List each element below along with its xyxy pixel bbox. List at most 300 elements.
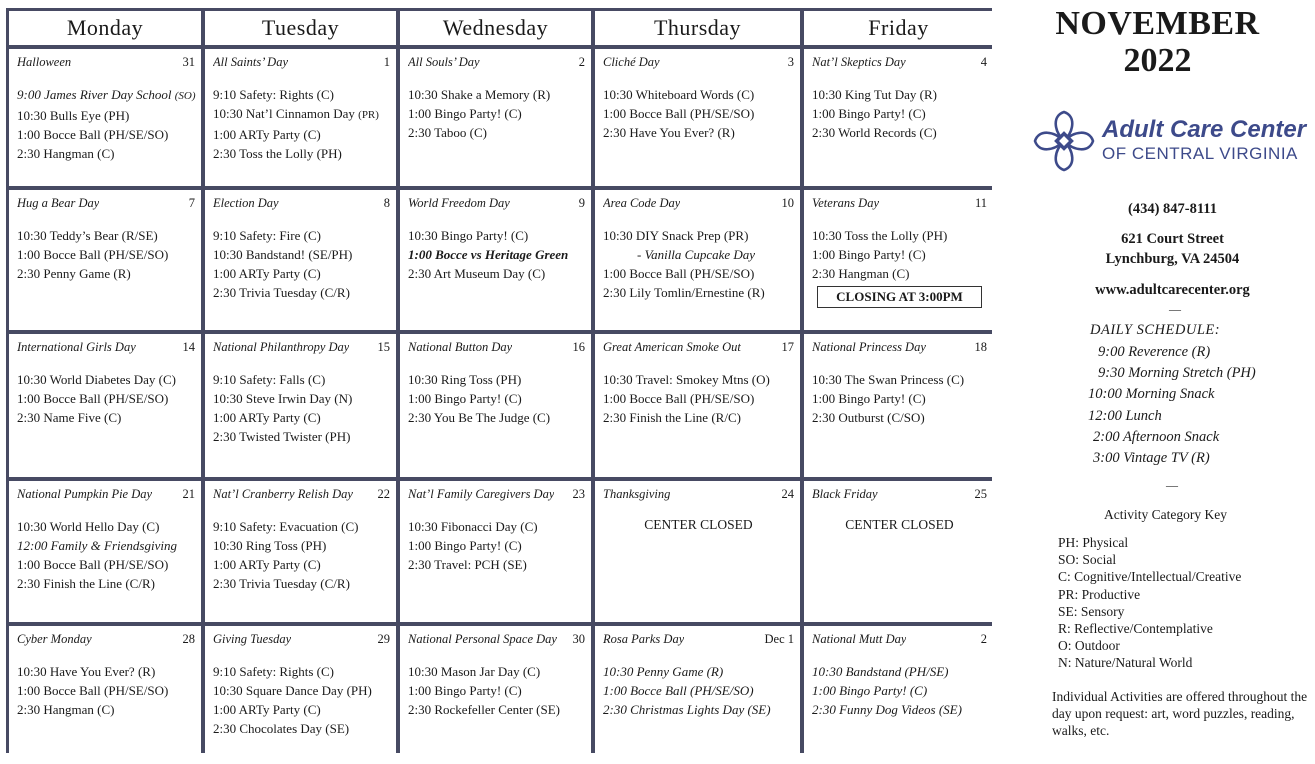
- holiday-name: National Princess Day: [812, 340, 926, 354]
- day-cell-header: [812, 340, 987, 358]
- holiday-name: Black Friday: [812, 487, 878, 501]
- date-number: 10: [781, 196, 794, 210]
- activity-item: [812, 700, 987, 719]
- activity-item: [408, 370, 585, 389]
- day-cell-header: [408, 340, 585, 358]
- year-title: 2022: [1123, 42, 1192, 79]
- holiday-name: Nat’l Family Caregivers Day: [408, 487, 555, 501]
- activity-item: [603, 226, 794, 245]
- date-number: 1: [383, 55, 390, 69]
- holiday-name: Hug a Bear Day: [17, 196, 100, 210]
- category-key-item: O: Outdoor: [1058, 638, 1120, 654]
- activity-item: [408, 123, 585, 142]
- day-cell-header: [213, 632, 390, 650]
- activity-item: [408, 681, 585, 700]
- activity-item: [408, 517, 585, 536]
- activity-text: 2:30 Christmas Lights Day (SE): [603, 702, 771, 717]
- activity-item: [213, 517, 390, 536]
- activity-text: 10:30 Fibonacci Day (C): [408, 519, 538, 534]
- category-key-item: PH: Physical: [1058, 535, 1129, 550]
- activity-text: 1:00 Bingo Party! (C): [408, 106, 522, 121]
- date-number: 8: [383, 196, 390, 210]
- daily-schedule-title: DAILY SCHEDULE:: [1090, 322, 1221, 338]
- day-cell-header: [603, 487, 794, 505]
- activity-list: [213, 370, 390, 446]
- activity-text: 10:30 Bulls Eye (PH): [17, 108, 130, 123]
- schedule-item: 9:00 Reverence (R): [1098, 344, 1211, 360]
- activity-item: [812, 408, 987, 427]
- activity-text: 9:10 Safety: Fire (C): [213, 228, 321, 243]
- activity-text: 1:00 ARTy Party (C): [213, 266, 321, 281]
- day-cell-header: [17, 196, 195, 214]
- activity-text: 1:00 Bocce Ball (PH/SE/SO): [603, 266, 755, 281]
- activity-list: [17, 85, 195, 163]
- date-number: 17: [781, 340, 794, 354]
- holiday-name: All Souls’ Day: [408, 55, 480, 69]
- activity-item: [213, 408, 390, 427]
- activity-text: 10:30 Whiteboard Words (C): [603, 87, 755, 102]
- activity-text: 1:00 Bingo Party! (C): [408, 391, 522, 406]
- weekday-header-friday: Friday: [804, 11, 993, 45]
- day-cell: [205, 190, 396, 330]
- activity-text: 2:30 Taboo (C): [408, 125, 488, 140]
- activity-item: [213, 536, 390, 555]
- activity-list: [408, 517, 585, 574]
- activity-item: [408, 104, 585, 123]
- day-cell: [595, 481, 800, 622]
- holiday-name: National Philanthropy Day: [213, 340, 350, 354]
- website-link[interactable]: www.adultcarecenter.org: [1095, 282, 1250, 298]
- activity-list: [812, 85, 987, 142]
- activity-text: 9:00 James River Day School: [17, 87, 175, 102]
- date-number: 21: [182, 487, 195, 501]
- holiday-name: Area Code Day: [603, 196, 681, 210]
- activity-item: [408, 662, 585, 681]
- activity-text: 2:30 World Records (C): [812, 125, 937, 140]
- activity-item: [603, 104, 794, 123]
- category-key-title: Activity Category Key: [1104, 507, 1227, 522]
- holiday-name: Great American Smoke Out: [603, 340, 741, 354]
- day-cell: [400, 49, 591, 186]
- activity-item: [17, 226, 195, 245]
- divider-dash: —: [1169, 302, 1181, 316]
- date-number: 9: [578, 196, 585, 210]
- date-number: 30: [572, 632, 585, 646]
- activity-text: 2:30 Twisted Twister (PH): [213, 429, 351, 444]
- activity-item: [812, 245, 987, 264]
- activity-item: [213, 681, 390, 700]
- day-cell: [400, 481, 591, 622]
- day-cell: [804, 190, 993, 330]
- holiday-name: Cyber Monday: [17, 632, 92, 646]
- day-cell: [400, 334, 591, 477]
- activity-item: [17, 517, 195, 536]
- holiday-name: Halloween: [17, 55, 72, 69]
- activity-text: 1:00 Bingo Party! (C): [812, 391, 926, 406]
- activity-item: [213, 427, 390, 446]
- day-cell: [9, 481, 201, 622]
- activity-text: 10:30 Teddy’s Bear (R/SE): [17, 228, 158, 243]
- activity-item: [17, 555, 195, 574]
- activity-list: [408, 85, 585, 142]
- center-closed-label: CENTER CLOSED: [644, 517, 753, 532]
- activity-list: [603, 226, 794, 302]
- closing-notice: CLOSING AT 3:00PM: [817, 286, 982, 308]
- activity-text: 9:10 Safety: Rights (C): [213, 87, 334, 102]
- activity-item: [812, 370, 987, 389]
- activity-item: [213, 719, 390, 738]
- activity-item: [812, 389, 987, 408]
- activity-text: 1:00 Bocce Ball (PH/SE/SO): [603, 106, 755, 121]
- date-number: 4: [980, 55, 987, 69]
- holiday-name: Nat’l Skeptics Day: [812, 55, 906, 69]
- activity-text: 10:30 Travel: Smokey Mtns (O): [603, 372, 770, 387]
- activity-text: 2:30 Trivia Tuesday (C/R): [213, 285, 350, 300]
- activity-category: (PR): [358, 109, 379, 121]
- day-cell: [205, 481, 396, 622]
- activity-item: [213, 389, 390, 408]
- activity-item: [408, 264, 585, 283]
- activity-text: 10:30 Toss the Lolly (PH): [812, 228, 948, 243]
- activity-text: 2:30 Toss the Lolly (PH): [213, 146, 342, 161]
- holiday-name: Giving Tuesday: [213, 632, 292, 646]
- activity-text: 2:30 Funny Dog Videos (SE): [812, 702, 962, 717]
- day-cell-header: [408, 55, 585, 73]
- activity-text: 1:00 Bingo Party! (C): [812, 247, 926, 262]
- day-cell: [804, 334, 993, 477]
- individual-activities-note: Individual Activities are offered throughout the day upon request: art, word puzzles, reading, walks, etc.: [1052, 689, 1308, 738]
- city-address: Lynchburg, VA 24504: [1105, 251, 1240, 267]
- activity-text: 2:30 Penny Game (R): [17, 266, 131, 281]
- activity-item: [603, 389, 794, 408]
- day-cell: [595, 190, 800, 330]
- activity-item: [408, 555, 585, 574]
- holiday-name: International Girls Day: [17, 340, 136, 354]
- divider-dash: —: [1166, 478, 1178, 492]
- day-cell: [804, 49, 993, 186]
- day-cell: [9, 49, 201, 186]
- activity-list: [812, 370, 987, 427]
- category-key-item: SO: Social: [1058, 552, 1117, 568]
- day-cell: [804, 626, 993, 760]
- activity-item: [812, 662, 987, 681]
- activity-text: 2:30 Outburst (C/SO): [812, 410, 925, 425]
- activity-item: [603, 264, 794, 283]
- activity-text: 1:00 Bingo Party! (C): [408, 538, 522, 553]
- activity-text: 10:30 Ring Toss (PH): [408, 372, 522, 387]
- activity-item: [603, 123, 794, 142]
- date-number: 31: [182, 55, 195, 69]
- activity-text: 10:30 Penny Game (R): [603, 664, 724, 679]
- activity-text: 10:30 World Hello Day (C): [17, 519, 160, 534]
- holiday-name: National Personal Space Day: [408, 632, 557, 646]
- activity-text: 10:30 World Diabetes Day (C): [17, 372, 177, 387]
- activity-list: [213, 662, 390, 738]
- day-cell: [595, 334, 800, 477]
- date-number: 24: [781, 487, 794, 501]
- activity-item: [213, 283, 390, 302]
- activity-item: [408, 536, 585, 555]
- date-number: 18: [974, 340, 987, 354]
- category-key-item: N: Nature/Natural World: [1058, 655, 1193, 671]
- activity-item: [603, 662, 794, 681]
- org-subtitle: OF CENTRAL VIRGINIA: [1102, 144, 1298, 163]
- date-number: 16: [572, 340, 585, 354]
- activity-text: 10:30 Square Dance Day (PH): [213, 683, 372, 698]
- holiday-name: Thanksgiving: [603, 487, 671, 501]
- activity-text: 9:10 Safety: Rights (C): [213, 664, 334, 679]
- activity-item: [408, 389, 585, 408]
- activity-item: [408, 700, 585, 719]
- weekday-header-thursday: Thursday: [595, 11, 800, 45]
- activity-text: 2:30 Art Museum Day (C): [408, 266, 546, 281]
- activity-text: 1:00 Bocce Ball (PH/SE/SO): [17, 247, 169, 262]
- day-cell-header: [603, 196, 794, 214]
- activity-item: [812, 226, 987, 245]
- street-address: 621 Court Street: [1121, 231, 1224, 247]
- activity-list: [408, 662, 585, 719]
- activity-item: [408, 85, 585, 104]
- activity-list: [17, 517, 195, 593]
- activity-item: [17, 662, 195, 681]
- activity-text: - Vanilla Cupcake Day: [637, 247, 756, 262]
- day-cell-header: [408, 196, 585, 214]
- activity-item: [812, 123, 987, 142]
- activity-text: 1:00 Bocce Ball (PH/SE/SO): [17, 127, 169, 142]
- activity-text: 1:00 ARTy Party (C): [213, 702, 321, 717]
- day-cell-header: [812, 196, 987, 214]
- activity-text: 1:00 Bocce vs Heritage Green: [408, 247, 569, 262]
- activity-text: 9:10 Safety: Falls (C): [213, 372, 326, 387]
- day-cell: [9, 626, 201, 760]
- holiday-name: Veterans Day: [812, 196, 879, 210]
- activity-category: (SO): [174, 90, 196, 102]
- activity-text: 10:30 Bingo Party! (C): [408, 228, 529, 243]
- activity-text: 9:10 Safety: Evacuation (C): [213, 519, 359, 534]
- schedule-item: 3:00 Vintage TV (R): [1093, 450, 1210, 467]
- activity-text: 1:00 Bocce Ball (PH/SE/SO): [603, 683, 754, 698]
- activity-item: [17, 700, 195, 719]
- activity-text: 2:30 Trivia Tuesday (C/R): [213, 576, 350, 591]
- day-cell-header: [812, 55, 987, 73]
- date-number: 3: [787, 55, 794, 69]
- activity-text: 2:30 Rockefeller Center (SE): [408, 702, 560, 717]
- holiday-name: Cliché Day: [603, 55, 660, 69]
- day-cell-header: [408, 632, 585, 650]
- day-cell: [804, 481, 993, 622]
- activity-text: 2:30 Have You Ever? (R): [603, 125, 735, 140]
- activity-item: [812, 85, 987, 104]
- activity-item: [17, 681, 195, 700]
- date-number: 22: [377, 487, 390, 501]
- activity-text: 10:30 King Tut Day (R): [812, 87, 937, 102]
- day-cell-header: [17, 55, 195, 73]
- day-cell-header: [603, 632, 794, 650]
- day-cell-header: [603, 340, 794, 358]
- activity-list: [213, 517, 390, 593]
- activity-list: [213, 85, 390, 163]
- org-name: Adult Care Center: [1102, 116, 1307, 143]
- activity-item: [812, 681, 987, 700]
- day-cell: [205, 49, 396, 186]
- activity-text: 1:00 Bingo Party! (C): [812, 683, 928, 698]
- date-number: 11: [974, 196, 987, 210]
- activity-list: [17, 662, 195, 719]
- activity-text: 2:30 Finish the Line (C/R): [17, 576, 155, 591]
- activity-item: [812, 264, 987, 283]
- activity-item: [17, 245, 195, 264]
- activity-item: [17, 144, 195, 163]
- activity-item: [17, 408, 195, 427]
- activity-list: [603, 370, 794, 427]
- holiday-name: National Pumpkin Pie Day: [17, 487, 153, 501]
- category-key-list: [1058, 534, 1241, 672]
- holiday-name: All Saints’ Day: [213, 55, 288, 69]
- activity-item: [213, 226, 390, 245]
- activity-item: [17, 536, 195, 555]
- holiday-name: Election Day: [213, 196, 279, 210]
- activity-item: [213, 104, 390, 125]
- activity-text: 1:00 ARTy Party (C): [213, 410, 321, 425]
- weekday-header-monday: Monday: [9, 11, 201, 45]
- category-key-item: R: Reflective/Contemplative: [1058, 621, 1213, 637]
- date-number: 2: [578, 55, 585, 69]
- activity-text: 1:00 Bocce Ball (PH/SE/SO): [17, 391, 169, 406]
- activity-item: [17, 264, 195, 283]
- weekday-header-wednesday: Wednesday: [400, 11, 591, 45]
- activity-list: [17, 370, 195, 427]
- day-cell-header: [17, 340, 195, 358]
- day-cell: [9, 190, 201, 330]
- month-title: NOVEMBER: [1055, 5, 1260, 42]
- activity-list: [812, 662, 987, 719]
- activity-item: [17, 85, 195, 106]
- activity-item: [603, 245, 794, 264]
- date-number: 25: [974, 487, 987, 501]
- holiday-name: World Freedom Day: [408, 196, 510, 210]
- activity-text: 1:00 Bingo Party! (C): [408, 683, 522, 698]
- holiday-name: National Mutt Day: [812, 632, 907, 646]
- activity-list: [408, 226, 585, 283]
- holiday-name: Nat’l Cranberry Relish Day: [213, 487, 353, 501]
- activity-list: [812, 226, 987, 283]
- activity-list: [603, 662, 794, 719]
- day-cell: [595, 49, 800, 186]
- day-cell-header: [213, 55, 390, 73]
- day-cell: [9, 334, 201, 477]
- activity-item: [213, 700, 390, 719]
- activity-text: 10:30 Bandstand (PH/SE): [812, 664, 949, 679]
- info-sidebar: [1000, 0, 1315, 764]
- day-cell-header: [812, 632, 987, 650]
- activity-text: 2:30 Name Five (C): [17, 410, 122, 425]
- day-cell-header: [812, 487, 987, 505]
- activity-item: [213, 264, 390, 283]
- activity-text: 1:00 Bingo Party! (C): [812, 106, 926, 121]
- calendar-grid: [6, 8, 992, 753]
- category-key-item: PR: Productive: [1058, 586, 1141, 602]
- activity-item: [408, 408, 585, 427]
- activity-text: 10:30 DIY Snack Prep (PR): [603, 228, 749, 243]
- phone-number: (434) 847-8111: [1127, 201, 1217, 217]
- activity-text: 2:30 You Be The Judge (C): [408, 410, 551, 425]
- activity-item: [213, 125, 390, 144]
- activity-item: [213, 662, 390, 681]
- activity-item: [17, 106, 195, 125]
- category-key-item: C: Cognitive/Intellectual/Creative: [1058, 569, 1242, 585]
- activity-text: 2:30 Travel: PCH (SE): [408, 557, 527, 572]
- date-number: 23: [572, 487, 585, 501]
- date-number: Dec 1: [764, 632, 794, 646]
- day-cell: [400, 626, 591, 760]
- schedule-item: 2:00 Afternoon Snack: [1093, 428, 1220, 445]
- activity-item: [603, 283, 794, 302]
- category-key-item: SE: Sensory: [1058, 603, 1125, 619]
- activity-item: [603, 370, 794, 389]
- activity-list: [17, 226, 195, 283]
- activity-text: 1:00 Bocce Ball (PH/SE/SO): [17, 557, 169, 572]
- date-number: 28: [182, 632, 195, 646]
- activity-item: [812, 104, 987, 123]
- day-cell-header: [213, 340, 390, 358]
- activity-item: [213, 245, 390, 264]
- schedule-item: 10:00 Morning Snack: [1088, 386, 1215, 403]
- activity-text: 10:30 Bandstand! (SE/PH): [213, 247, 353, 262]
- day-cell-header: [213, 196, 390, 214]
- date-number: 14: [182, 340, 195, 354]
- activity-item: [408, 245, 585, 264]
- day-cell-header: [603, 55, 794, 73]
- activity-text: 12:00 Family & Friendsgiving: [17, 538, 177, 553]
- day-cell-header: [213, 487, 390, 505]
- activity-text: 2:30 Finish the Line (R/C): [603, 410, 741, 425]
- activity-text: 2:30 Chocolates Day (SE): [213, 721, 350, 736]
- flower-logo-icon: [1030, 106, 1098, 176]
- activity-text: 10:30 Have You Ever? (R): [17, 664, 156, 679]
- activity-item: [213, 85, 390, 104]
- activity-text: 10:30 Shake a Memory (R): [408, 87, 551, 102]
- org-logo: [1030, 106, 1315, 176]
- day-cell-header: [17, 632, 195, 650]
- activity-item: [603, 700, 794, 719]
- activity-item: [17, 574, 195, 593]
- activity-item: [213, 574, 390, 593]
- date-number: 7: [188, 196, 195, 210]
- activity-text: 10:30 Steve Irwin Day (N): [213, 391, 353, 406]
- activity-text: 10:30 Ring Toss (PH): [213, 538, 327, 553]
- day-cell: [205, 334, 396, 477]
- activity-text: 2:30 Lily Tomlin/Ernestine (R): [603, 285, 765, 300]
- day-cell: [205, 626, 396, 760]
- activity-text: 2:30 Hangman (C): [812, 266, 910, 281]
- activity-text: 10:30 The Swan Princess (C): [812, 372, 965, 387]
- holiday-name: Rosa Parks Day: [603, 632, 685, 646]
- activity-item: [408, 226, 585, 245]
- activity-item: [603, 85, 794, 104]
- activity-text: 10:30 Nat’l Cinnamon Day: [213, 106, 359, 121]
- activity-item: [603, 408, 794, 427]
- center-closed-label: CENTER CLOSED: [845, 517, 954, 532]
- activity-item: [603, 681, 794, 700]
- activity-list: [603, 85, 794, 142]
- activity-list: [213, 226, 390, 302]
- day-cell-header: [408, 487, 585, 505]
- activity-text: 10:30 Mason Jar Day (C): [408, 664, 541, 679]
- holiday-name: National Button Day: [408, 340, 513, 354]
- schedule-item: 9:30 Morning Stretch (PH): [1098, 365, 1256, 382]
- activity-item: [213, 555, 390, 574]
- activity-text: 2:30 Hangman (C): [17, 702, 115, 717]
